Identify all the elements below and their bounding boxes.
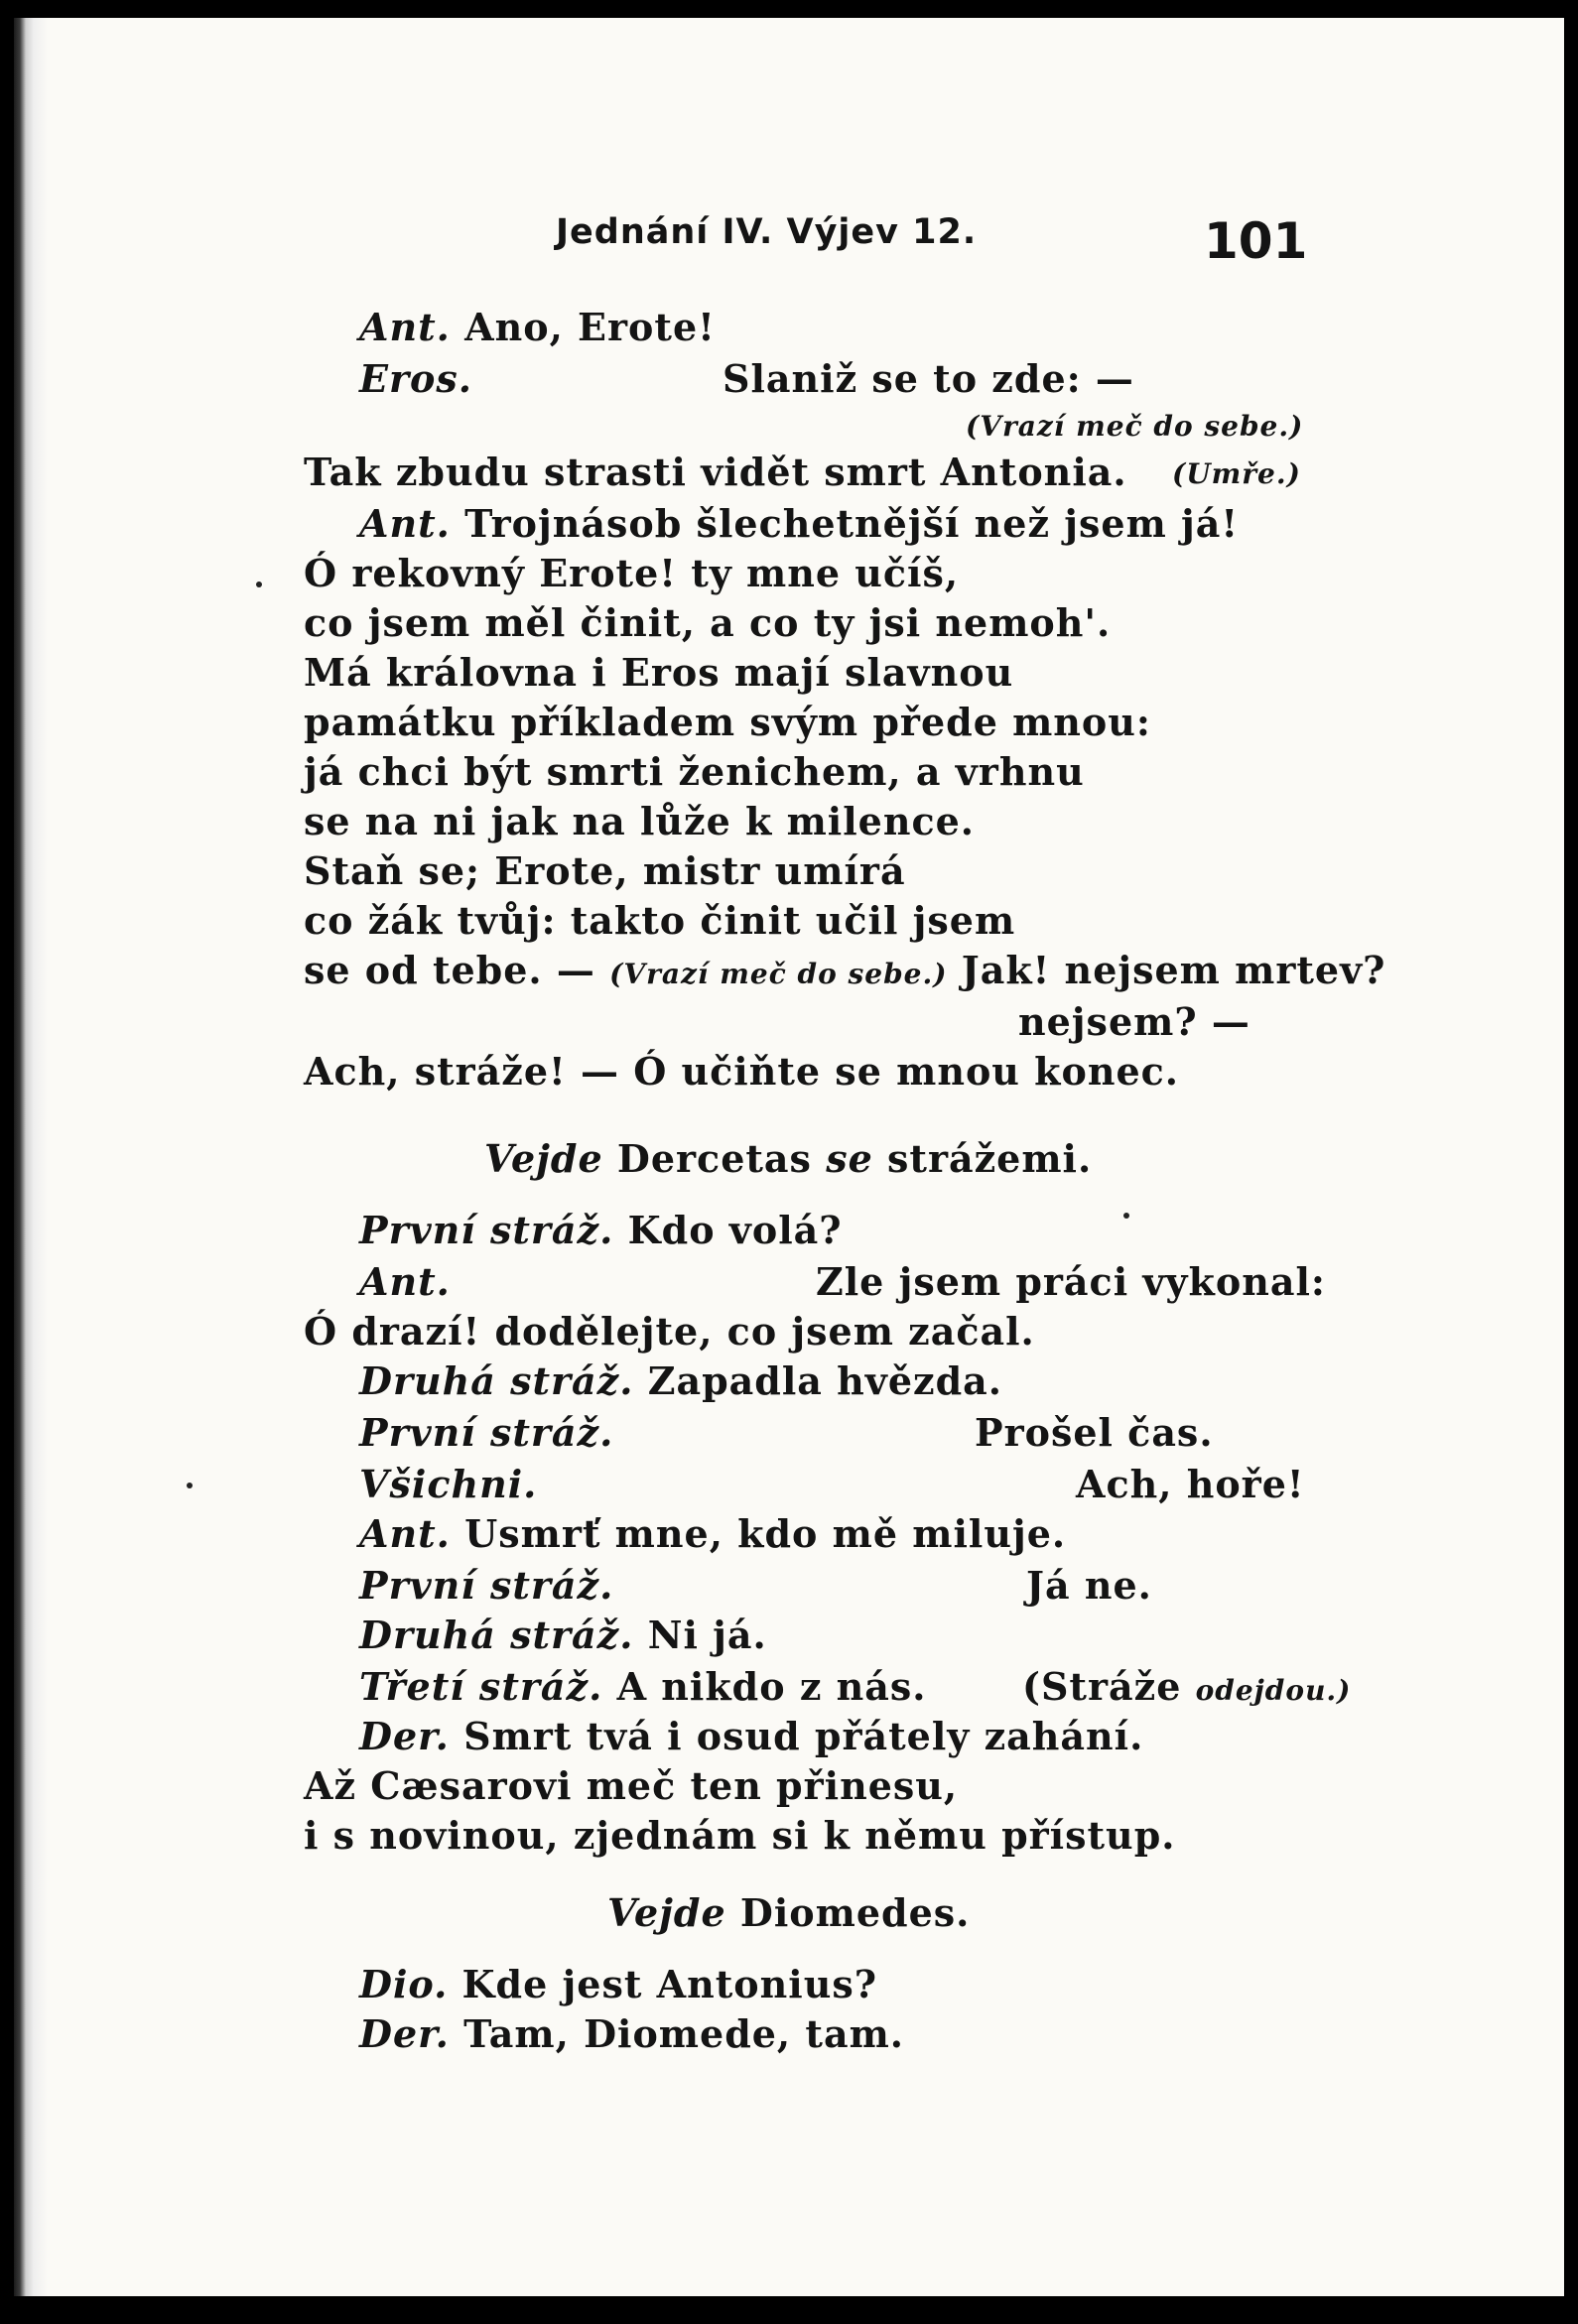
line-14 [304,947,1385,998]
line-4: Tak zbudu strasti vidět smrt Antonia. [304,450,1127,494]
speaker: Všichni. [359,1462,538,1506]
heading-word: Vejde [484,1136,603,1181]
line-2-speaker [359,355,472,403]
speaker: Eros. [359,356,472,401]
speaker: Druhá stráž. [359,1613,634,1657]
speaker: Ant. [359,1259,451,1304]
line-28 [359,1713,1143,1760]
speaker: První stráž. [359,1563,614,1608]
ink-speck [1123,1213,1129,1219]
line-33 [359,2010,904,2058]
ink-speck [187,1483,193,1488]
speaker: První stráž. [359,1410,614,1455]
speaker: Der. [359,2011,450,2056]
stage-direction: odejdou.) [1195,1674,1352,1707]
line-12: Staň se; Erote, mistr umírá [304,848,906,893]
speaker: Druhá stráž. [359,1358,634,1403]
speaker: První stráž. [359,1208,614,1252]
speaker: Der. [359,1714,450,1758]
stage-direction: (Vrazí meč do sebe.) [966,410,1304,443]
stage-direction: (Vrazí meč do sebe.) [609,958,948,990]
line-20: Ó drazí! dodělejte, co jsem začal. [304,1309,1035,1354]
line-23-text: Ach, hoře! [1076,1462,1305,1506]
speaker: Třetí stráž. [359,1664,603,1709]
heading-name: Dercetas [616,1136,812,1181]
line-text: Zapadla hvězda. [647,1358,1003,1403]
running-header: Jednání IV. Výjev 12. [556,212,978,252]
stage-direction: (Stráže [1022,1664,1182,1709]
line-2-text: Slaniž se to zde: — [723,356,1134,401]
line-21 [359,1357,1002,1405]
ink-speck [256,581,262,587]
line-text: Jak! nejsem mrtev? [961,948,1386,992]
line-text: Kde jest Antonius? [461,1962,877,2006]
book-spine-shadow [14,18,48,2296]
line-27 [359,1663,927,1711]
line-25-speaker [359,1562,613,1610]
line-13: co žák tvůj: takto činit učil jsem [304,898,1016,943]
line-24 [359,1510,1066,1558]
heading-name: Diomedes. [739,1890,971,1935]
line-7: co jsem měl činit, a co ty jsi nemoh'. [304,600,1112,645]
line-15: nejsem? — [1018,999,1250,1044]
page-number: 101 [1204,212,1308,270]
line-8: Má královna i Eros mají slavnou [304,650,1014,695]
line-text: Kdo volá? [627,1208,843,1252]
speaker: Ant. [359,501,451,546]
line-19-text: Zle jsem práci vykonal: [816,1259,1326,1304]
line-16: Ach, stráže! — Ó učiňte se mnou konec. [304,1049,1179,1094]
speaker: Ant. [359,1511,451,1556]
line-text: Ano, Erote! [464,305,716,349]
line-text: Tam, Diomede, tam. [463,2011,905,2056]
speaker: Dio. [359,1962,449,2006]
line-text: A nikdo z nás. [616,1664,927,1709]
line-30: i s novinou, zjednám si k němu přístup. [304,1813,1176,1858]
speaker: Ant. [359,305,451,349]
line-text: Trojnásob šlechetnější než jsem já! [464,501,1240,546]
heading-word: se [826,1136,873,1181]
line-22-text: Prošel čas. [975,1410,1214,1455]
scene-heading [607,1889,970,1937]
heading-word: Vejde [607,1890,726,1935]
line-27-direction [1022,1663,1351,1715]
line-19-speaker [359,1258,451,1306]
line-5 [359,500,1239,548]
line-text: se od tebe. — [304,948,595,992]
line-1 [359,304,716,351]
scene-heading [484,1135,1092,1183]
line-text: Usmrť mne, kdo mě miluje. [464,1511,1067,1556]
line-6: Ó rekovný Erote! ty mne učíš, [304,551,960,595]
line-text: Smrt tvá i osud přátely zahání. [463,1714,1144,1758]
line-10: já chci být smrti ženichem, a vrhnu [304,749,1085,794]
line-11: se na ni jak na lůže k milence. [304,799,976,843]
line-25-text: Já ne. [1026,1563,1152,1608]
line-29: Až Cæsarovi meč ten přinesu, [304,1763,959,1808]
line-text: Ni já. [647,1613,767,1657]
heading-word: strážemi. [887,1136,1093,1181]
line-23-speaker [359,1461,537,1508]
line-18 [359,1207,843,1254]
line-22-speaker [359,1409,613,1457]
line-9: památku příkladem svým přede mnou: [304,700,1151,744]
line-32 [359,1961,877,2008]
line-26 [359,1612,767,1659]
stage-direction: (Umře.) [1172,457,1301,490]
